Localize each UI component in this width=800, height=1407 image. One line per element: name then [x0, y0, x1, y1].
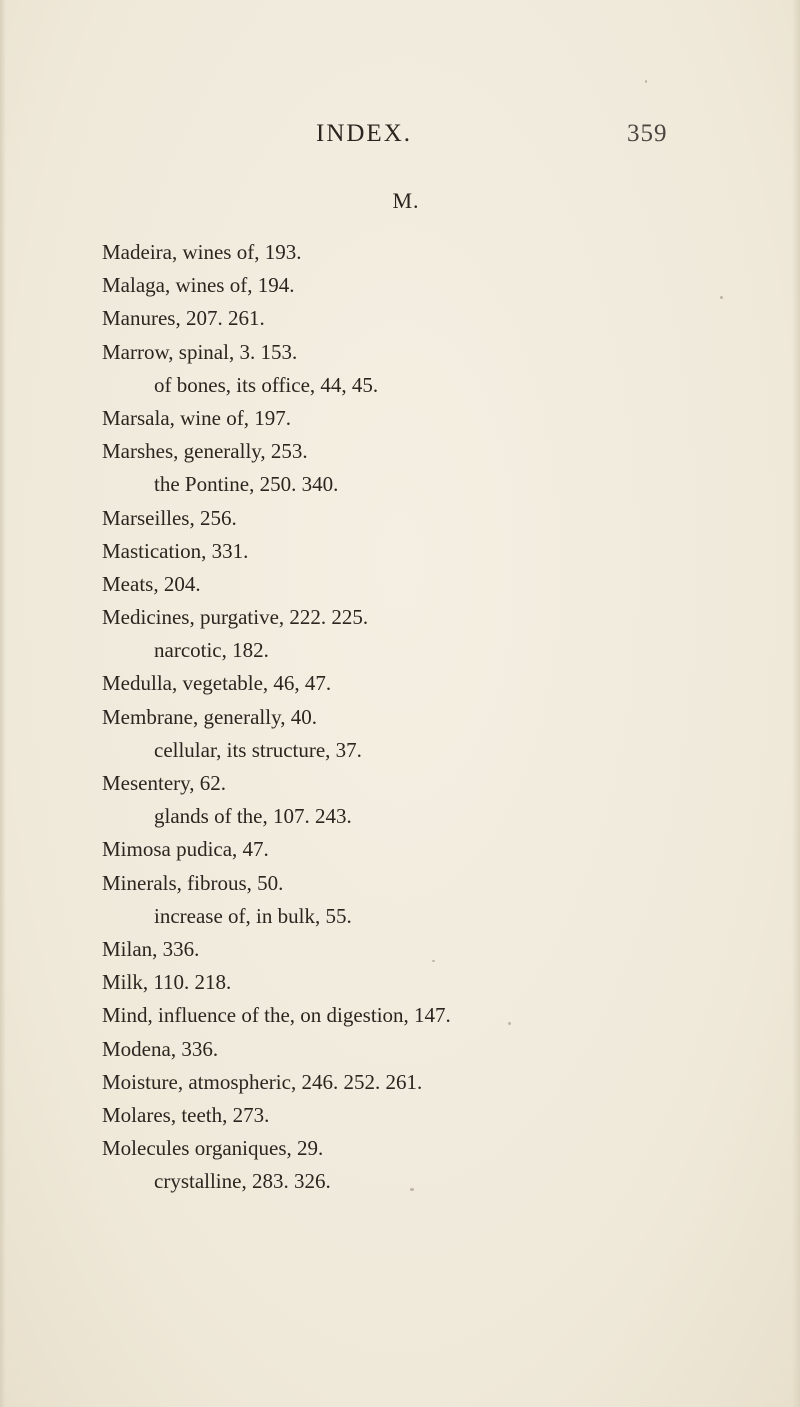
- paper-speck: [508, 1022, 511, 1025]
- index-entry: Molares, teeth, 273.: [102, 1102, 270, 1127]
- index-entry: Meats, 204.: [102, 571, 201, 596]
- index-entry: Manures, 207. 261.: [102, 306, 265, 331]
- index-entries: [0, 236, 800, 1198]
- index-entry: Membrane, generally, 40.: [102, 704, 317, 729]
- index-subentry: narcotic, 182.: [154, 638, 269, 663]
- paper-speck: [645, 80, 647, 83]
- index-entry: Mind, influence of the, on digestion, 147.: [102, 1003, 451, 1028]
- index-entry: Modena, 336.: [102, 1036, 219, 1061]
- index-entry: Mastication, 331.: [102, 538, 249, 563]
- index-entry: Moisture, atmospheric, 246. 252. 261.: [102, 1069, 423, 1094]
- index-entry: Mimosa pudica, 47.: [102, 837, 269, 862]
- page-number: 359: [627, 120, 668, 147]
- index-entry: Medulla, vegetable, 46, 47.: [102, 671, 332, 696]
- index-entry: Milan, 336.: [102, 936, 200, 961]
- index-entry: Marrow, spinal, 3. 153.: [102, 339, 298, 364]
- index-entry: Molecules organiques, 29.: [102, 1136, 324, 1161]
- index-subentry: cellular, its structure, 37.: [154, 737, 362, 762]
- paper-speck: [410, 1188, 414, 1191]
- index-subentry: crystalline, 283. 326.: [154, 1169, 331, 1194]
- index-entry: Mesentery, 62.: [102, 771, 227, 795]
- index-entry: Marseilles, 256.: [102, 505, 237, 530]
- index-entry: Marsala, wine of, 197.: [102, 405, 291, 430]
- section-letter: M.: [392, 188, 420, 213]
- index-entry: Medicines, purgative, 222. 225.: [102, 605, 369, 630]
- index-entry: Madeira, wines of, 193.: [102, 240, 302, 264]
- running-head-title: INDEX.: [316, 120, 413, 147]
- running-head: [0, 120, 800, 160]
- index-subentry: glands of the, 107. 243.: [154, 804, 352, 829]
- index-entry: Minerals, fibrous, 50.: [102, 870, 284, 895]
- index-subentry: the Pontine, 250. 340.: [154, 472, 339, 497]
- paper-speck: [432, 960, 435, 962]
- index-subentry: of bones, its office, 44, 45.: [154, 372, 379, 397]
- paper-speck: [720, 296, 723, 299]
- index-entry: Marshes, generally, 253.: [102, 439, 308, 464]
- index-subentry: increase of, in bulk, 55.: [154, 903, 352, 928]
- index-entry: Milk, 110. 218.: [102, 970, 232, 995]
- index-entry: Malaga, wines of, 194.: [102, 273, 295, 298]
